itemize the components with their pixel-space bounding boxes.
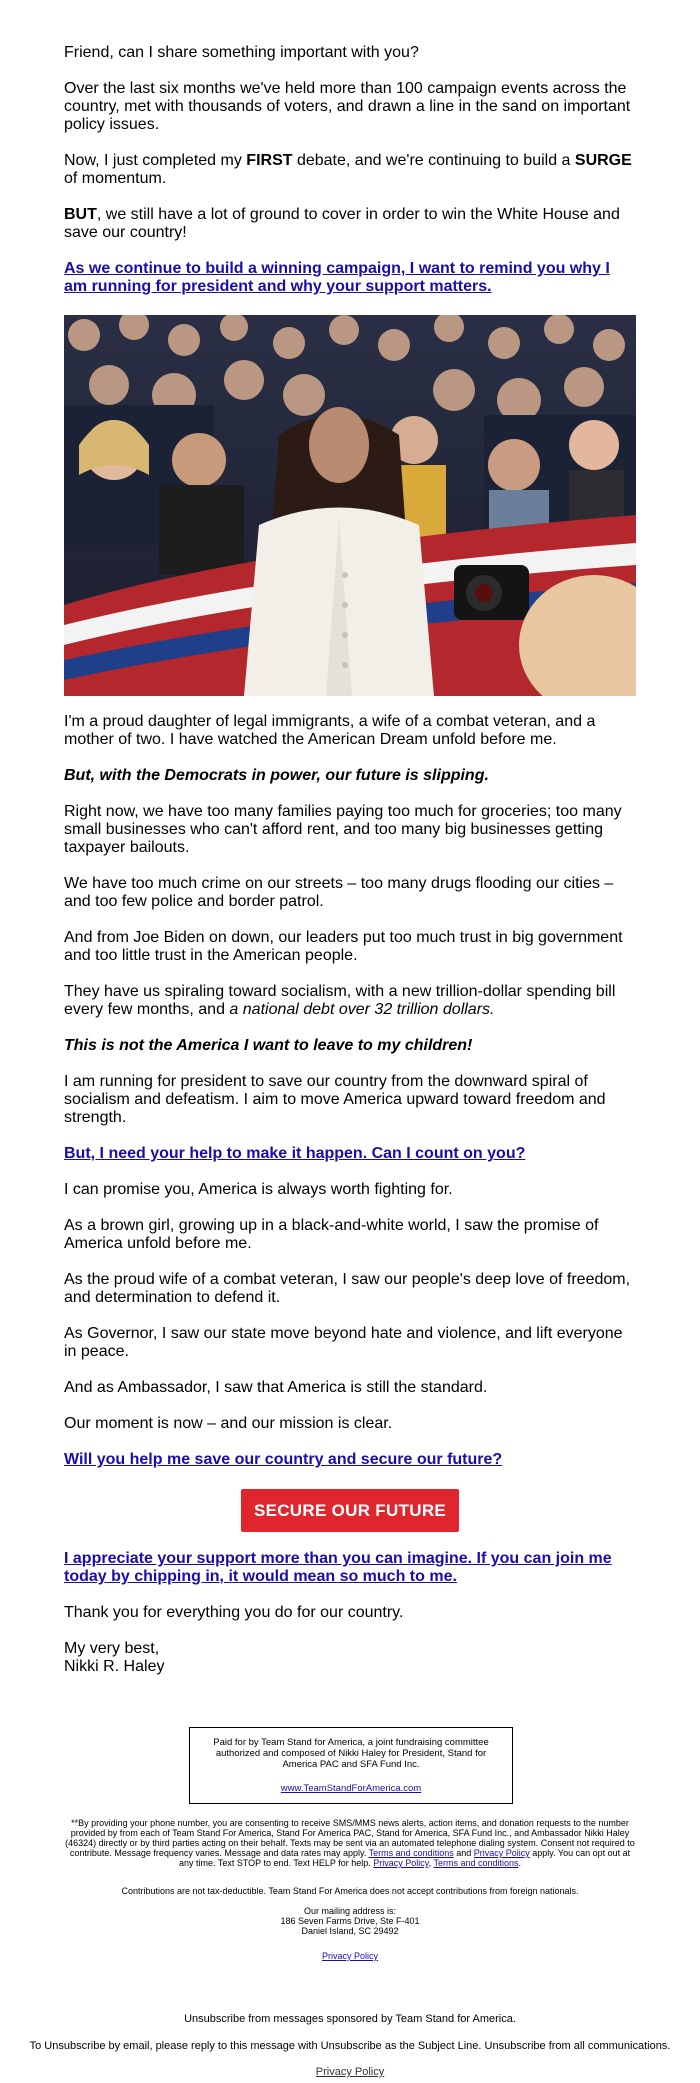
link-count-on-you[interactable]: But, I need your help to make it happen. Can I count on you? [64,1145,526,1162]
paragraph-slipping: But, with the Democrats in power, our future is slipping. [64,767,489,784]
rally-photo[interactable] [64,315,636,696]
paragraph-biden: And from Joe Biden on down, our leaders put too much trust in big government and too little trust in the American people. [64,929,623,964]
campaign-url-link[interactable]: www.TeamStandForAmerica.com [280,1783,422,1794]
mailing-address-line2: Daniel Island, SC 29492 [301,1926,399,1936]
paragraph-ambassador: And as Ambassador, I saw that America is still the standard. [64,1379,488,1396]
paragraph-socialism: They have us spiraling toward socialism, with a new trillion-dollar spending bill every few months, and a national debt over 32 trillion dollars. [64,983,616,1018]
paid-for-box [189,1727,513,1804]
paragraph-immigrants: I'm a proud daughter of legal immigrants, a wife of a combat veteran, and a mother of two. I have watched the American Dream unfold before me. [64,713,596,748]
terms-link-2[interactable]: Terms and conditions [433,1858,519,1868]
tax-disclaimer: Contributions are not tax-deductible. Team Stand For America does not accept contributions from foreign nationals. [121,1886,579,1896]
terms-link[interactable]: Terms and conditions [368,1848,454,1858]
link-why-running[interactable]: As we continue to build a winning campaign, I want to remind you why I am running for president and why your support matters. [64,260,610,295]
privacy-policy-link[interactable]: Privacy Policy [473,1848,530,1858]
sms-disclaimer: **By providing your phone number, you are consenting to receive SMS/MMS news alerts, action items, and donation requests to the number provided by from each of Team Stand For America, Stand For America PAC, Stand for America, SFA Fund Inc., and Ambassador Nikki Haley (46324) directly or by third parties acting on their behalf. Texts may be sent via an automated telephone dialing system. Consent not required to contribute. Message frequency varies. Message and data rates may apply. Terms and conditions and Privacy Policy apply. You can opt out at any time. Text STOP to end. Text HELP for help. Privacy Policy, Terms and conditions. [65,1818,635,1868]
paragraph-moment: Our moment is now – and our mission is clear. [64,1415,393,1432]
mailing-address-label: Our mailing address is: [303,1906,397,1916]
signoff: My very best, [64,1640,160,1657]
link-chip-in[interactable]: I appreciate your support more than you can imagine. If you can join me today by chipping in, it would mean so much to me. [64,1550,612,1585]
mailing-address-line1: 186 Seven Farms Drive, Ste F-401 [280,1916,420,1926]
paragraph-debate: Now, I just completed my FIRST debate, and we're continuing to build a SURGE of momentum. [64,152,632,187]
disclaimer-privacy-link[interactable]: Privacy Policy [321,1951,378,1961]
footer-privacy-wrapper [0,2066,700,2079]
paid-for-text: Paid for by Team Stand for America, a joint fundraising committee authorized and composed of Nikki Haley for President, Stand for America PAC and SFA Fund Inc. [213,1737,489,1770]
link-save-country[interactable]: Will you help me save our country and secure our future? [64,1451,503,1468]
paragraph-brown-girl: As a brown girl, growing up in a black-and-white world, I saw the promise of America unfold before me. [64,1217,599,1252]
paragraph-children: This is not the America I want to leave to my children! [64,1037,473,1054]
paragraph-running: I am running for president to save our country from the downward spiral of socialism and defeatism. I aim to move America upward toward freedom and strength. [64,1073,606,1126]
paragraph-thank-you: Thank you for everything you do for our country. [64,1604,404,1621]
paragraph-veteran: As the proud wife of a combat veteran, I saw our people's deep love of freedom, and determination to defend it. [64,1271,631,1306]
paragraph-promise: I can promise you, America is always worth fighting for. [64,1181,453,1198]
rally-photo-image [64,315,636,696]
footer-privacy-link[interactable]: Privacy Policy [315,2066,385,2078]
greeting: Friend, can I share something important with you? [64,44,419,61]
privacy-link-wrapper [64,1951,636,1961]
unsubscribe-email-note: To Unsubscribe by email, please reply to this message with Unsubscribe as the Subject Line. Unsubscribe from all communications. [29,2040,671,2052]
paragraph-ground: BUT, we still have a lot of ground to cover in order to win the White House and save our country! [64,206,620,241]
paragraph-governor: As Governor, I saw our state move beyond hate and violence, and lift everyone in peace. [64,1325,623,1360]
unsubscribe-sponsored[interactable]: Unsubscribe from messages sponsored by Team Stand for America. [184,2013,516,2025]
paragraph-events: Over the last six months we've held more than 100 campaign events across the country, met with thousands of voters, and drawn a line in the sand on important policy issues. [64,80,631,133]
privacy-policy-link-2[interactable]: Privacy Policy [373,1858,429,1868]
paragraph-crime: We have too much crime on our streets – too many drugs flooding our cities – and too few police and border patrol. [64,875,614,910]
signature: Nikki R. Haley [64,1658,165,1675]
secure-our-future-button[interactable]: SECURE OUR FUTURE [241,1489,459,1532]
paragraph-groceries: Right now, we have too many families paying too much for groceries; too many small businesses who can't afford rent, and too many big businesses getting taxpayer bailouts. [64,803,622,856]
